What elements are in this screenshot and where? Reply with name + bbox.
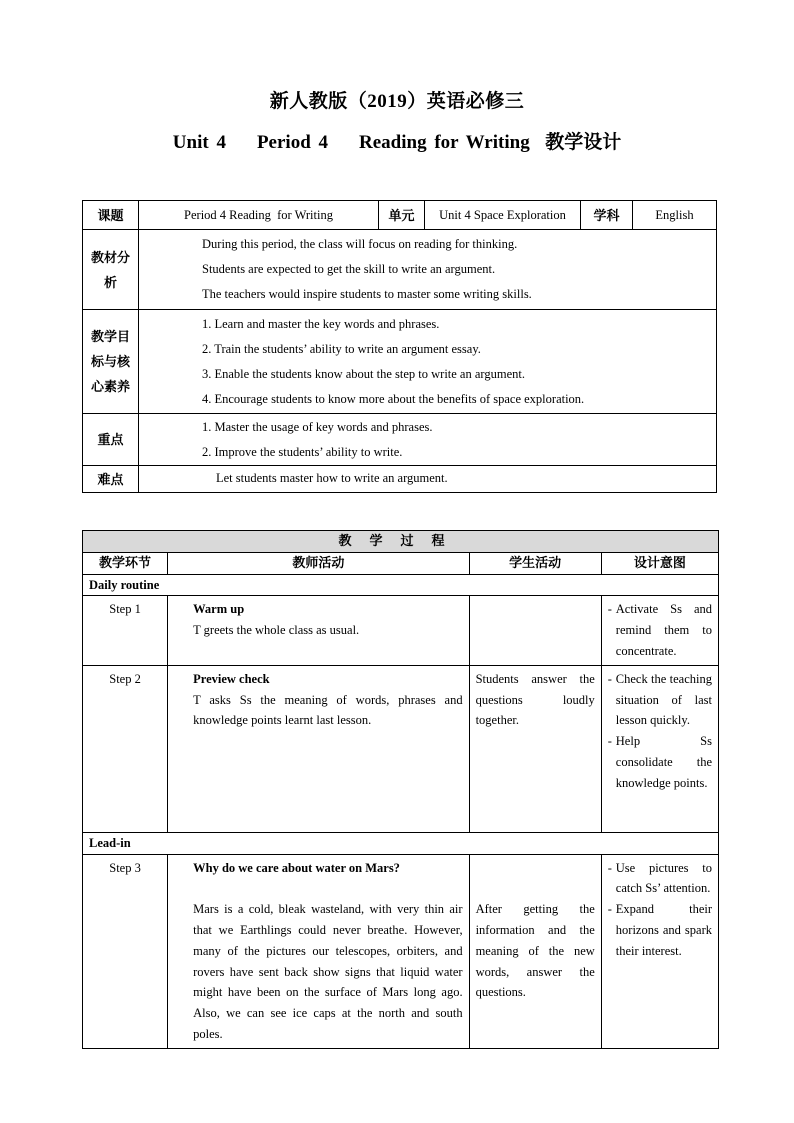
difficult-points-label: 难点: [83, 466, 139, 493]
col-design-header: 设计意图: [601, 552, 718, 574]
subject-value: English: [633, 201, 717, 230]
topic-value: Period 4 Reading for Writing: [139, 201, 379, 230]
step-label: Step 1: [83, 596, 168, 665]
teacher-activity: [168, 854, 469, 1048]
key-points-content: [139, 414, 717, 466]
design-item: - Check the teaching situation of last lesson quickly.: [608, 669, 712, 731]
topic-label: 课题: [83, 201, 139, 230]
teaching-process-table: [82, 530, 719, 1049]
key-points-label: 重点: [83, 414, 139, 466]
key-point-line: 2. Improve the students’ ability to write.: [202, 445, 403, 459]
teacher-activity: [168, 665, 469, 832]
student-activity: Students answer the questions loudly together.: [469, 665, 601, 832]
activity-title: Preview check: [193, 671, 270, 686]
unit-label: 单元: [379, 201, 425, 230]
student-activity-text: After getting the information and the meaning of the new words, answer the questions.: [475, 902, 595, 1000]
teacher-activity: [168, 596, 469, 665]
analysis-line: During this period, the class will focus on reading for thinking.: [202, 237, 518, 251]
subject-label: 学科: [581, 201, 633, 230]
key-point-line: 1. Master the usage of key words and phrases.: [202, 420, 433, 434]
design-item: - Activate Ss and remind them to concentrate.: [608, 599, 712, 661]
student-activity: [469, 596, 601, 665]
objectives-content: [139, 310, 717, 414]
document-subtitle: Unit 4 Period 4 Reading for Writing 教学设计: [172, 132, 622, 153]
design-intent: [601, 665, 718, 832]
activity-body: Mars is a cold, bleak wasteland, with very thin air that we Earthlings could never breathe. However, many of the pictures our telescopes, orbiters, and rovers have sent back show signs that liquid water might have been on the surface of Mars long ago. Also, we can see ice caps at the north and south poles.: [193, 902, 463, 1041]
section-daily-routine: Daily routine: [83, 574, 719, 596]
student-activity: [469, 854, 601, 1048]
difficult-points-content: Let students master how to write an argument.: [139, 466, 717, 493]
design-intent: [601, 596, 718, 665]
step-label: Step 2: [83, 665, 168, 832]
section-lead-in: Lead-in: [83, 832, 719, 854]
activity-title: Why do we care about water on Mars?: [193, 860, 400, 875]
lesson-info-table: [82, 200, 717, 493]
analysis-content: [139, 230, 717, 310]
col-stage-header: 教学环节: [83, 552, 168, 574]
activity-title: Warm up: [193, 602, 245, 617]
step-label: Step 3: [83, 854, 168, 1048]
objective-line: 1. Learn and master the key words and phrases.: [202, 317, 440, 331]
objectives-label: 教学目标与核心素养: [83, 310, 139, 414]
objective-line: 2. Train the students’ ability to write an argument essay.: [202, 342, 481, 356]
col-teacher-header: 教师活动: [168, 552, 469, 574]
col-student-header: 学生活动: [469, 552, 601, 574]
activity-body: T asks Ss the meaning of words, phrases and knowledge points learnt last lesson.: [193, 692, 463, 728]
analysis-line: Students are expected to get the skill to write an argument.: [202, 262, 496, 276]
document-title: 新人教版（2019）英语必修三: [269, 91, 525, 112]
objective-line: 4. Encourage students to know more about the benefits of space exploration.: [202, 392, 585, 406]
unit-value: Unit 4 Space Exploration: [425, 201, 581, 230]
process-header: 教学过程: [83, 531, 719, 553]
analysis-label: 教材分析: [83, 230, 139, 310]
design-intent: [601, 854, 718, 1048]
design-item: - Help Ss consolidate the knowledge points.: [608, 731, 712, 793]
objective-line: 3. Enable the students know about the step to write an argument.: [202, 367, 525, 381]
design-item: - Use pictures to catch Ss’ attention.: [608, 858, 712, 900]
activity-body: T greets the whole class as usual.: [193, 623, 360, 638]
analysis-line: The teachers would inspire students to master some writing skills.: [202, 287, 532, 301]
design-item: - Expand their horizons and spark their interest.: [608, 899, 712, 961]
